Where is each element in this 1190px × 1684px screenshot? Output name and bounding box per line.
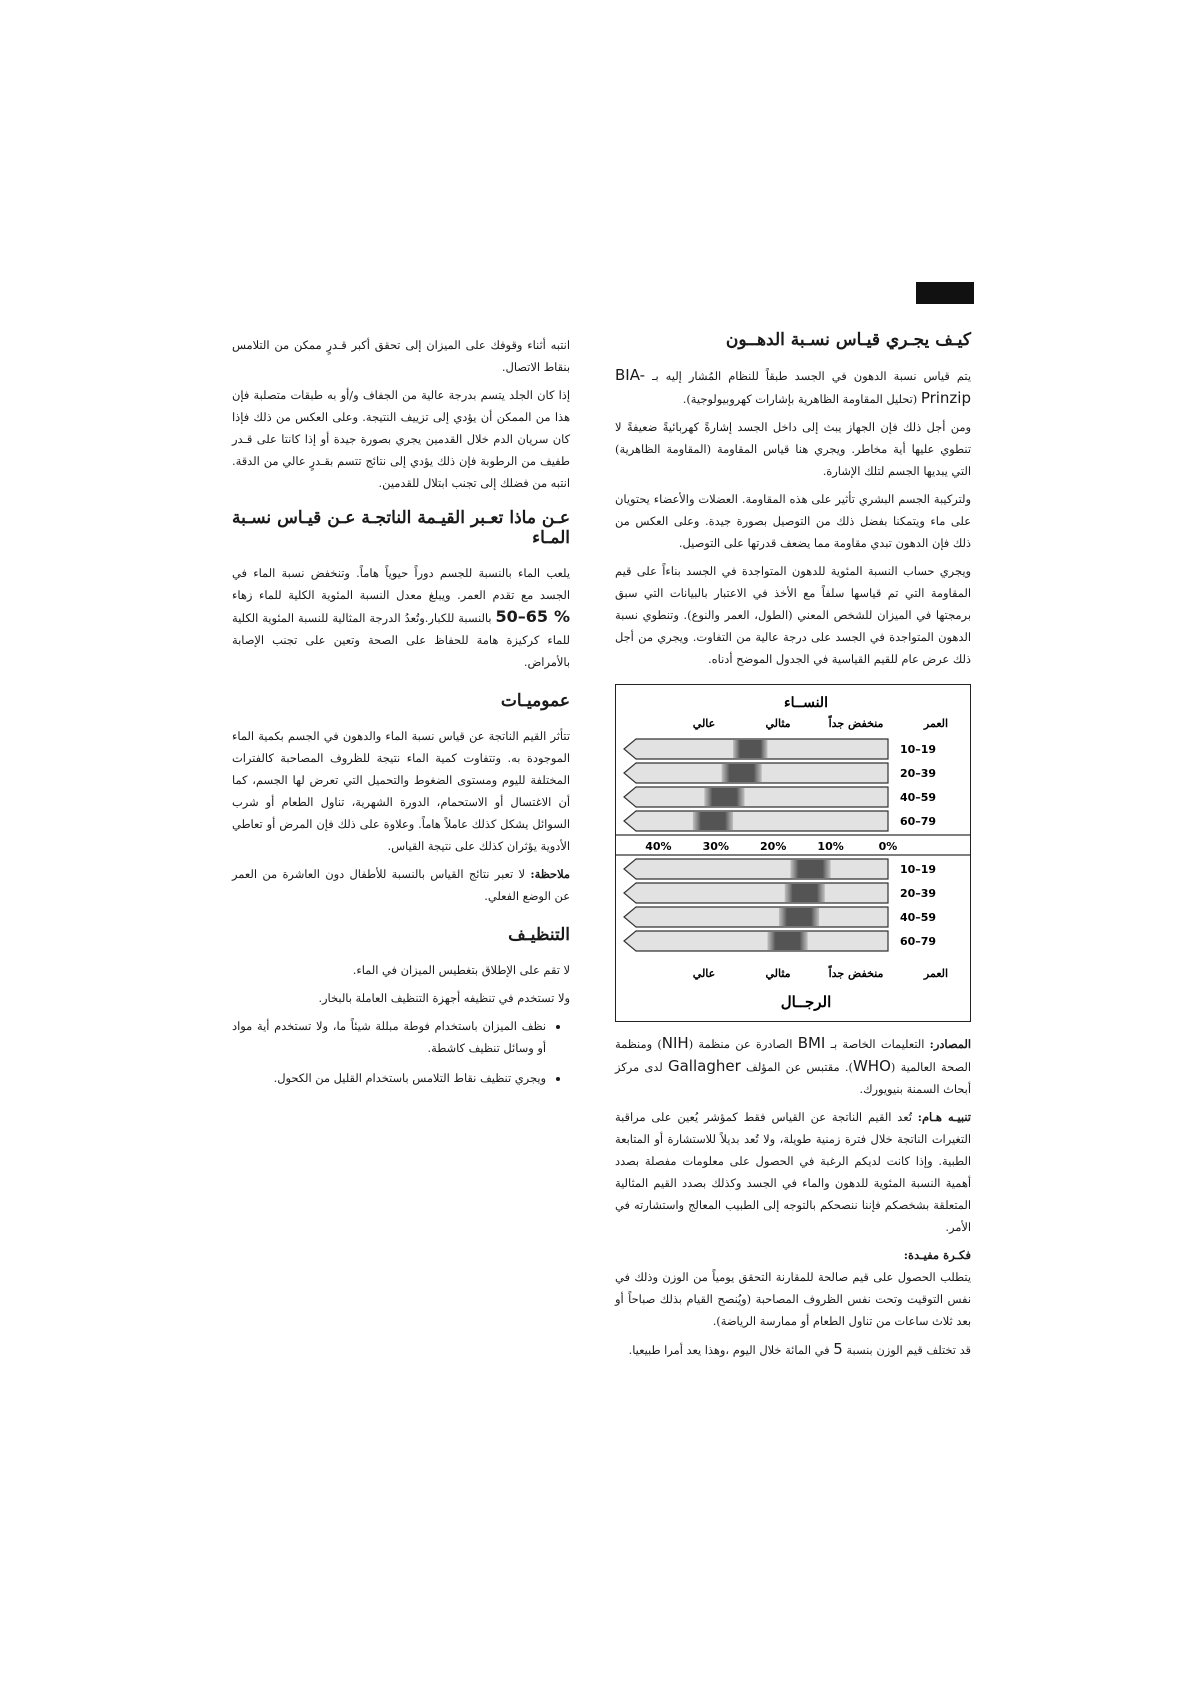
header-age-men: العمر [923, 967, 949, 980]
tip2-number: 5 [833, 1340, 843, 1358]
tip2-text-b: في المائة خلال اليوم ،وهذا يعد أمرا طبيعيا. [628, 1343, 830, 1357]
women-row [624, 763, 936, 783]
x-tick-label: 10% [817, 840, 844, 853]
men-age-label: 10–19 [899, 863, 937, 876]
women-ideal-range [693, 812, 733, 830]
sources-text-b: الصادرة عن منظمة ( [688, 1037, 793, 1051]
header-very-low-women: منخفض جداً [828, 717, 884, 730]
important-note [615, 1106, 971, 1238]
water-text-b: بالنسبة للكبار.وتُعدُ الدرجة المثالية للنسبة المئوية الكلية للماء كركيزة هامة للحفاظ على الصحة وتعين على تجنب الإصابة بالأمراض. [232, 611, 570, 669]
paragraph-remark [232, 863, 570, 907]
women-ideal-range [704, 788, 744, 806]
men-age-label: 40–59 [899, 911, 937, 924]
men-bar [624, 859, 888, 879]
women-row [624, 787, 936, 807]
who-term: WHO [852, 1057, 891, 1075]
page-tab-marker [916, 282, 974, 304]
left-column [232, 334, 570, 1097]
men-row [624, 883, 936, 903]
men-age-label: 20–39 [899, 887, 937, 900]
cleaning-list [232, 1015, 570, 1089]
sources-text-c: ) ومنظمة الصحة العالمية ( [615, 1037, 971, 1074]
chart-x-axis [616, 835, 970, 855]
men-rows [624, 859, 936, 951]
women-rows [624, 739, 936, 831]
cleaning-no-steam: ولا تستخدم في تنظيفه أجهزة التنظيف العاملة بالبخار. [318, 991, 570, 1005]
water-range: 50–65 % [495, 607, 570, 626]
chart-title-women: النســاء [784, 695, 828, 711]
paragraph-signal: ومن أجل ذلك فإن الجهاز يبث إلى داخل الجسد إشارةً كهربائيةً ضعيفةً لا تنطوي عليها أية مخاطر. ويجري هنا قياس المقاومة (المقاومة الظاهرية) التي يبديها الجسم لتلك الإشارة. [615, 420, 971, 478]
tip-label: فكـرة مفيـدة: [903, 1248, 971, 1262]
paragraph-body-composition: ولتركيبة الجسم البشري تأثير على هذه المقاومة. العضلات والأعضاء يحتويان على ماء ويتمكنا بفضل ذلك من التوصيل بصورة جيدة. وعلى العكس من ذلك فإن الدهون تبدي مقاومة مما يضعف قدرتها على التوصيل. [615, 492, 971, 550]
sources-text-d: ). مقتبس عن المؤلف [746, 1060, 853, 1074]
body-fat-chart [615, 684, 971, 1022]
bia-text-a: يتم قياس نسبة الدهون في الجسد طبقاً للنظام المُشار إليه بـ [652, 369, 972, 383]
x-tick-label: 0% [878, 840, 898, 853]
men-row [624, 859, 936, 879]
men-ideal-range [779, 908, 819, 926]
chart-title-men: الرجــال [780, 993, 832, 1011]
x-tick-label: 40% [645, 840, 672, 853]
men-bar [624, 883, 888, 903]
chart-header-men [693, 965, 948, 981]
right-column [615, 330, 971, 1367]
women-bar [624, 787, 888, 807]
men-ideal-range [785, 884, 825, 902]
men-ideal-range [790, 860, 830, 878]
sources-paragraph [615, 1032, 971, 1100]
header-very-low-men: منخفض جداً [828, 967, 884, 980]
women-age-label: 60–79 [899, 815, 937, 828]
body-fat-chart-svg [616, 685, 970, 1021]
men-ideal-range [767, 932, 807, 950]
chart-header-women [693, 715, 948, 731]
tip-weight-variation [615, 1338, 971, 1361]
cleaning-bullet-1: • نظف الميزان باستخدام فوطة مبللة شيئاً ما، ولا تستخدم أية مواد أو وسائل تنظيف كاشطة. [232, 1015, 546, 1059]
women-age-label: 20–39 [899, 767, 937, 780]
women-age-label: 10–19 [899, 743, 937, 756]
women-age-label: 40–59 [899, 791, 937, 804]
bmi-term: BMI [797, 1034, 826, 1052]
important-note-text: تُعد القيم الناتجة عن القياس فقط كمؤشر يُعين على مراقبة التغيرات الناتجة خلال فترة زمنية طويلة، ولا تُعد بديلاً للاستشارة أو المتابعة الطبية. وإذا كانت لديكم الرغبة في الحصول على معلومات مفصلة بصدد أهمية النسبة المئوية للدهون والماء في الجسد وكذلك بصدد القيم المثالية المتعلقة بشخصكم فإننا ننصحكم بالتوجه إلى الطبيب المعالج واستشارته في الأمر. [615, 1110, 971, 1234]
important-note-label: تنبيـه هـام: [917, 1110, 971, 1124]
gallagher-term: Gallagher [667, 1057, 741, 1075]
tip-text: يتطلب الحصول على قيم صالحة للمقارنة التحقق يومياً من الوزن وذلك في نفس التوقيت وتحت نفس الظروف المصاحبة (ويُنصح القيام بذلك صباحاً أو بعد ثلاث ساعات من تناول الطعام أو ممارسة الرياضة). [615, 1270, 971, 1328]
sources-text-e: لدى مركز أبحاث السمنة بنيويورك. [615, 1060, 971, 1096]
men-row [624, 931, 936, 951]
section-title-general: عموميـات [500, 691, 570, 711]
header-ideal-women: مثالي [765, 717, 791, 730]
paragraph-water [232, 562, 570, 673]
sources-text-a: التعليمات الخاصة بـ [830, 1037, 925, 1051]
cleaning-no-immerse: لا تقم على الإطلاق بتغطيس الميزان في الماء. [352, 963, 570, 977]
women-ideal-range [722, 764, 762, 782]
section-title-fat-measurement: كيـف يجـري قيـاس نسـبة الدهــون [725, 330, 971, 350]
section-title-water: عـن ماذا تعـبر القيـمة الناتجـة عـن قيـاس نسـبة المـاء [232, 508, 570, 548]
women-row [624, 739, 936, 759]
paragraph-calculation: ويجري حساب النسبة المئوية للدهون المتواجدة في الجسد بناءاً على قيم المقاومة التي تم قياسها سلفاً مع الأخذ في الاعتبار بالبيانات التي سبق برمجتها في الميزان للشخص المعني (الطول، العمر والنوع). وتنطوي نسبة الدهون المتواجدة في الجسد على درجة عالية من التفاوت. ويجري من أجل ذلك عرض عام للقيم القياسية في الجدول الموضح أدناه. [615, 564, 971, 666]
paragraph-skin: إذا كان الجلد يتسم بدرجة عالية من الجفاف و/أو به طبقات متصلبة فإن هذا من الممكن أن يؤدي إلى تزييف النتيجة. وعلى العكس من ذلك فإذا كان سريان الدم خلال القدمين يجري بصورة جيدة أو إذا كانتا على قـدر طفيف من الرطوبة فإن ذلك يؤدي إلى نتائج تتسم بقـدرٍ عالي من الدقة. انتبه من فضلك إلى تجنب ابتلال للقدمين. [232, 388, 570, 490]
women-bar [624, 811, 888, 831]
men-row [624, 907, 936, 927]
remark-text: لا تعبر نتائج القياس بالنسبة للأطفال دون العاشرة من العمر عن الوضع الفعلي. [232, 867, 570, 903]
paragraph-contact: انتبه أثناء وقوفك على الميزان إلى تحقق أكبر قـدرٍ ممكن من التلامس بنقاط الاتصال. [232, 338, 570, 374]
women-ideal-range [733, 740, 767, 758]
sources-label: المصادر: [929, 1037, 972, 1051]
cleaning-bullet-2: • ويجري تنظيف نقاط التلامس باستخدام القليل من الكحول. [232, 1067, 546, 1089]
women-row [624, 811, 936, 831]
x-tick-label: 30% [702, 840, 729, 853]
section-title-cleaning: التنظيـف [508, 925, 570, 945]
tip2-text-a: قد تختلف قيم الوزن بنسبة [846, 1343, 971, 1357]
paragraph-general: تتأثر القيم الناتجة عن قياس نسبة الماء والدهون في الجسم بكمية الماء الموجودة به. وتتفاوت كمية الماء نتيجة للظروف المصاحبة كالفترات المختلفة لليوم ومستوى الضغوط والتحميل التي تعرض لها الجسم، كما أن الاغتسال أو الاستحمام، الدورة الشهرية، تناول الطعام أو شرب السوائل يشكل كذلك عاملاً هاماً. وعلاوة على ذلك فإن المرض أو تعاطي الأدوية يؤثران كذلك على نتيجة القياس. [232, 729, 570, 853]
nih-term: NIH [661, 1034, 689, 1052]
men-bar [624, 931, 888, 951]
header-high-men: عالي [692, 967, 716, 980]
men-bar [624, 907, 888, 927]
header-high-women: عالي [692, 717, 716, 730]
x-tick-label: 20% [760, 840, 787, 853]
bia-text-b: (تحليل المقاومة الظاهرية بإشارات كهروبيولوجية). [682, 392, 918, 406]
water-text-a: يلعب الماء بالنسبة للجسم دوراً حيوياً هاماً. وتنخفض نسبة الماء في الجسد مع تقدم العمر. ويبلغ معدل النسبة المئوية الكلية للماء زهاء [232, 566, 570, 602]
paragraph-bia [615, 364, 971, 410]
men-age-label: 60–79 [899, 935, 937, 948]
bia-prinzip: BIA-Prinzip [615, 366, 971, 407]
remark-label: ملاحظة: [530, 867, 570, 881]
header-age-women: العمر [923, 717, 949, 730]
header-ideal-men: مثالي [765, 967, 791, 980]
